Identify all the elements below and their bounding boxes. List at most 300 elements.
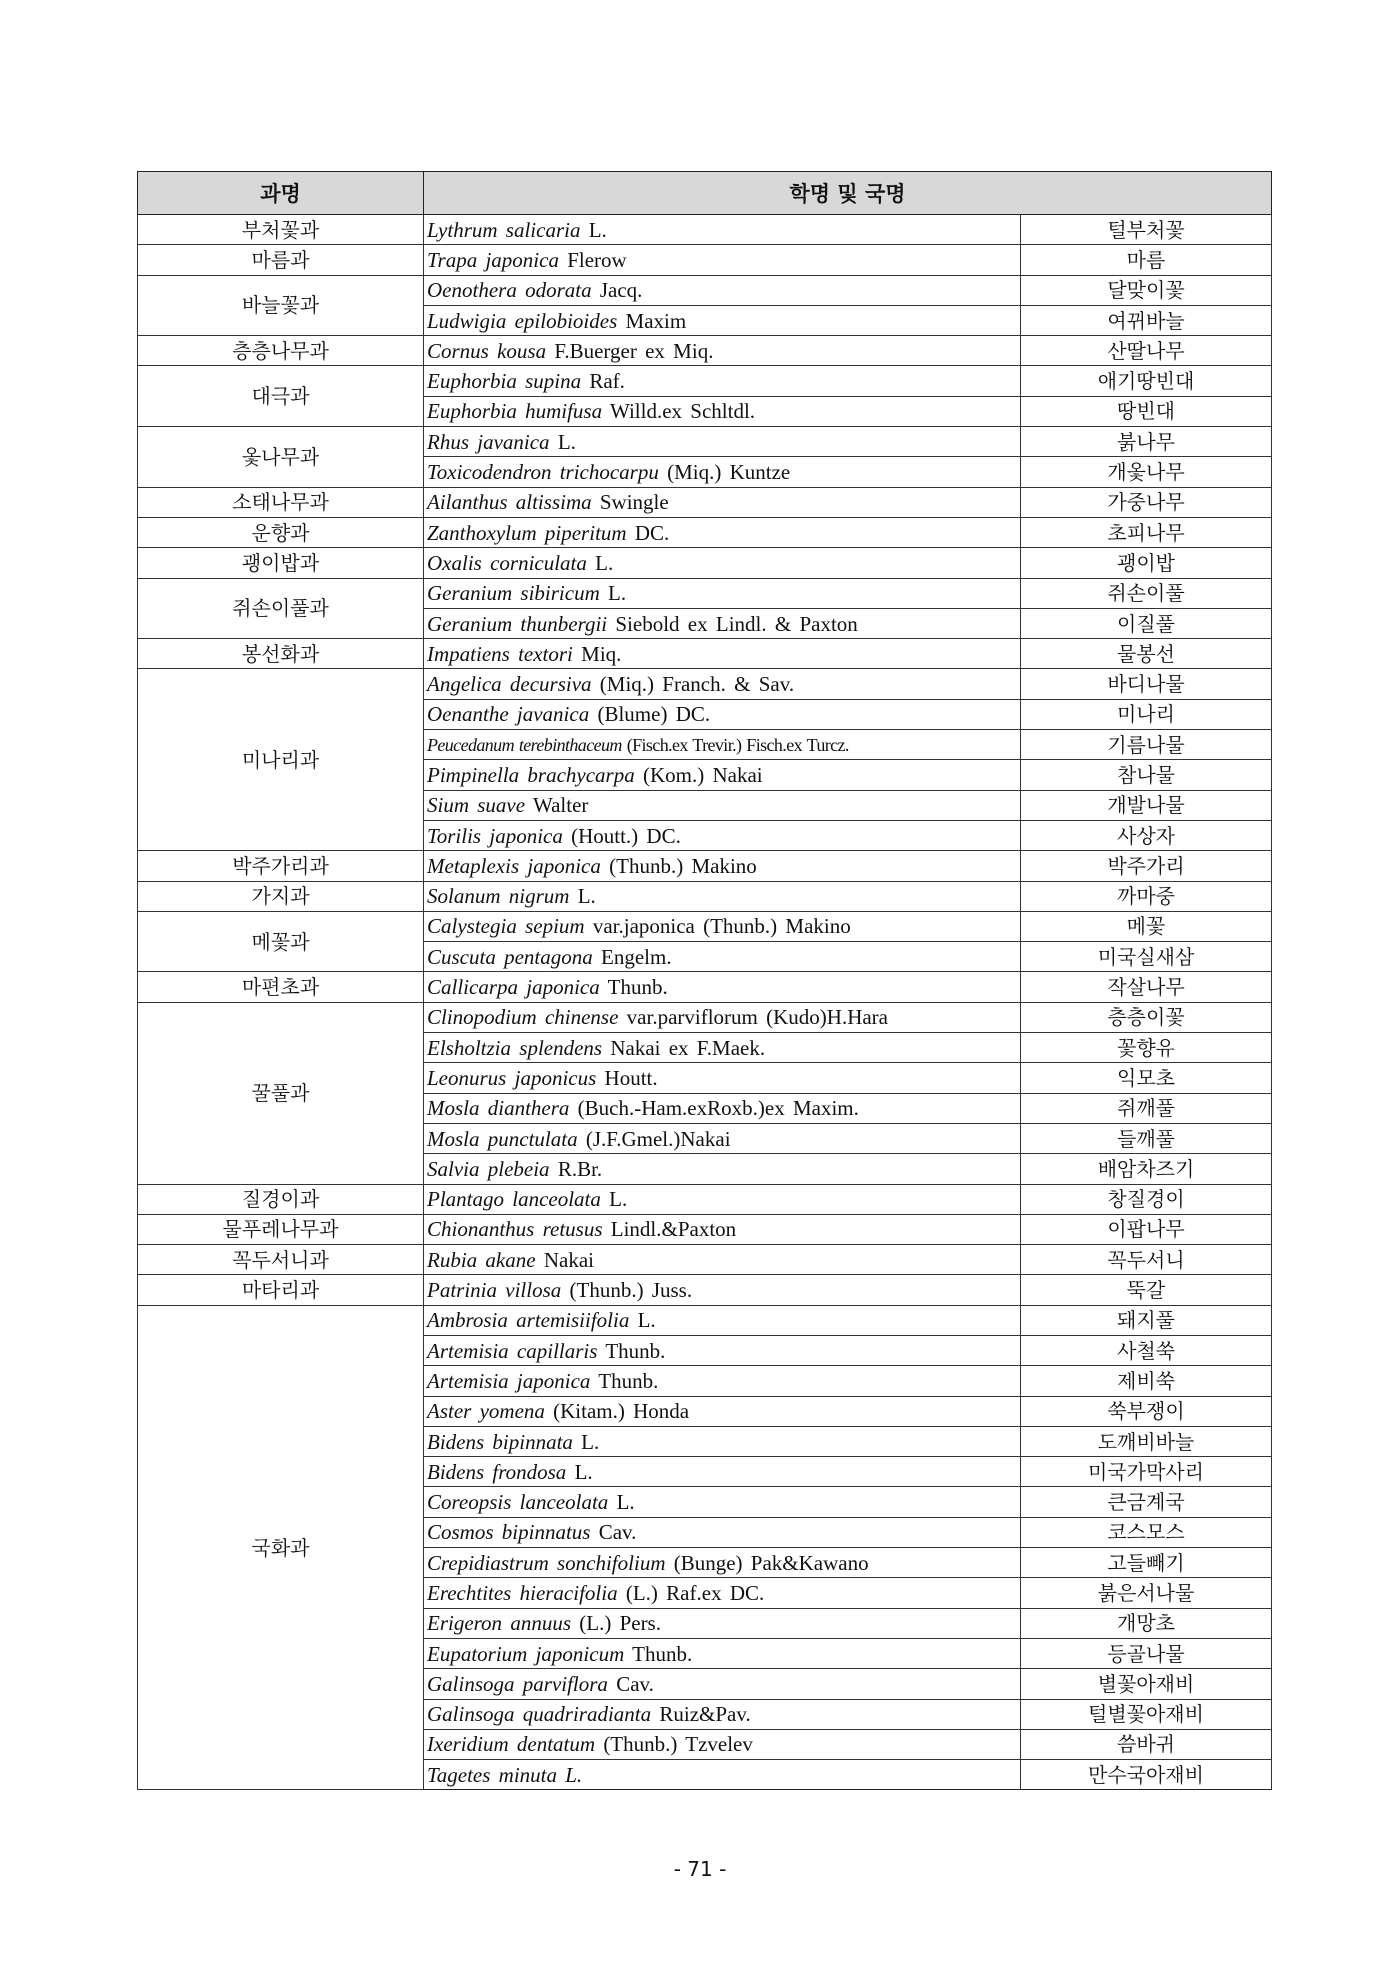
author: L.	[581, 1429, 600, 1454]
scientific-name-cell	[424, 1517, 1021, 1547]
korean-name-cell: 개옻나무	[1021, 457, 1272, 487]
genus: Clinopodium	[427, 1005, 537, 1030]
scientific-name-cell	[424, 1275, 1021, 1305]
genus: Pimpinella	[427, 762, 520, 787]
scientific-name-cell	[424, 396, 1021, 426]
epithet: punctulata	[487, 1126, 578, 1151]
author: Nakai ex F.Maek.	[610, 1035, 766, 1060]
epithet: altissima	[515, 490, 592, 515]
epithet: japonica	[516, 1368, 591, 1393]
scientific-name-cell	[424, 1578, 1021, 1608]
korean-name-cell: 미나리	[1021, 699, 1272, 729]
epithet: piperitum	[544, 520, 627, 545]
epithet: retusus	[542, 1217, 603, 1242]
epithet: trichocarpu	[559, 460, 659, 485]
epithet: lanceolata	[519, 1490, 609, 1515]
scientific-name-cell	[424, 1760, 1021, 1790]
family-name-cell: 운향과	[138, 517, 424, 547]
korean-name-cell: 산딸나무	[1021, 336, 1272, 366]
genus: Cuscuta	[427, 944, 496, 969]
epithet: javanica	[516, 702, 590, 727]
scientific-name-cell	[424, 215, 1021, 245]
epithet: sonchifolium	[556, 1550, 666, 1575]
scientific-name-cell	[424, 578, 1021, 608]
table-row	[138, 517, 1272, 547]
korean-name-cell: 별꽃아재비	[1021, 1669, 1272, 1699]
author: Thunb.	[605, 1338, 666, 1363]
author: Thunb.	[598, 1368, 659, 1393]
scientific-name-cell	[424, 305, 1021, 335]
table-row	[138, 1214, 1272, 1244]
korean-name-cell: 물봉선	[1021, 639, 1272, 669]
genus: Toxicodendron	[427, 460, 552, 485]
korean-name-cell: 이질풀	[1021, 608, 1272, 638]
scientific-name-cell	[424, 942, 1021, 972]
scientific-name-cell	[424, 366, 1021, 396]
author: Swingle	[599, 490, 669, 515]
table-row	[138, 911, 1272, 941]
scientific-name-cell	[424, 1335, 1021, 1365]
genus: Lythrum	[427, 217, 498, 242]
family-name-cell: 질경이과	[138, 1184, 424, 1214]
epithet: japonica	[527, 853, 601, 878]
genus: Artemisia	[427, 1368, 509, 1393]
author: Siebold ex Lindl. & Paxton	[615, 611, 858, 636]
author: (Thunb.) Juss.	[569, 1278, 693, 1303]
author: Houtt.	[604, 1065, 658, 1090]
korean-name-cell: 개발나물	[1021, 790, 1272, 820]
genus: Geranium	[427, 581, 513, 606]
scientific-name-cell	[424, 457, 1021, 487]
genus: Oenothera	[427, 278, 517, 303]
genus: Ambrosia	[427, 1308, 508, 1333]
korean-name-cell: 뚝갈	[1021, 1275, 1272, 1305]
korean-name-cell: 씀바귀	[1021, 1729, 1272, 1759]
genus: Rubia	[427, 1247, 478, 1272]
author: L.	[609, 1187, 628, 1212]
epithet: odorata	[525, 278, 592, 303]
author: (J.F.Gmel.)Nakai	[585, 1126, 731, 1151]
scientific-name-cell	[424, 1457, 1021, 1487]
genus: Plantago	[427, 1187, 504, 1212]
author: (L.) Raf.ex DC.	[625, 1581, 765, 1605]
family-name-cell: 봉선화과	[138, 639, 424, 669]
scientific-name-cell	[424, 639, 1021, 669]
family-name-cell: 마름과	[138, 245, 424, 275]
author: L.	[557, 429, 576, 454]
header-family: 과명	[138, 172, 424, 215]
genus: Geranium	[427, 611, 513, 636]
scientific-name-cell	[424, 1245, 1021, 1275]
epithet: supina	[525, 369, 582, 394]
scientific-name-cell	[424, 1396, 1021, 1426]
family-name-cell: 미나리과	[138, 669, 424, 851]
epithet: villosa	[505, 1278, 562, 1303]
genus: Peucedanum	[427, 734, 514, 755]
family-name-cell: 층층나무과	[138, 336, 424, 366]
genus: Torilis	[427, 823, 482, 848]
epithet: javanica	[477, 429, 550, 454]
genus: Cornus	[427, 338, 489, 363]
genus: Mosla	[427, 1126, 480, 1151]
genus: Galinsoga	[427, 1671, 515, 1696]
scientific-name-cell	[424, 1699, 1021, 1729]
table-row	[138, 1245, 1272, 1275]
scientific-name-cell	[424, 790, 1021, 820]
epithet: japonica	[526, 975, 600, 1000]
table-row	[138, 1184, 1272, 1214]
author: (Thunb.) Tzvelev	[603, 1732, 753, 1757]
epithet: japonicum	[535, 1641, 625, 1666]
author: Cav.	[616, 1671, 654, 1696]
family-name-cell: 바늘꽃과	[138, 275, 424, 336]
epithet: thunbergii	[520, 611, 608, 636]
author: Engelm.	[601, 944, 672, 969]
korean-name-cell: 사상자	[1021, 820, 1272, 850]
family-name-cell: 물푸레나무과	[138, 1214, 424, 1244]
korean-name-cell: 이팝나무	[1021, 1214, 1272, 1244]
scientific-name-cell	[424, 972, 1021, 1002]
epithet: humifusa	[525, 399, 603, 424]
korean-name-cell: 미국가막사리	[1021, 1457, 1272, 1487]
author: Willd.ex Schltdl.	[609, 399, 756, 424]
korean-name-cell: 땅빈대	[1021, 396, 1272, 426]
genus: Solanum	[427, 884, 501, 909]
korean-name-cell: 큰금계국	[1021, 1487, 1272, 1517]
epithet: suave	[477, 793, 526, 818]
genus: Erechtites	[427, 1581, 512, 1605]
epithet: japonica	[485, 247, 559, 272]
epithet: yomena	[479, 1399, 545, 1424]
scientific-name-cell	[424, 1608, 1021, 1638]
genus: Calystegia	[427, 914, 517, 939]
scientific-name-cell	[424, 1729, 1021, 1759]
genus: Cosmos	[427, 1520, 494, 1545]
epithet: decursiva	[509, 672, 592, 697]
scientific-name-cell	[424, 820, 1021, 850]
genus: Euphorbia	[427, 369, 517, 394]
epithet: chinense	[544, 1005, 619, 1030]
genus: Metaplexis	[427, 853, 520, 878]
author: (Miq.) Franch. & Sav.	[599, 672, 795, 697]
author: L.	[616, 1490, 635, 1515]
scientific-name-cell	[424, 911, 1021, 941]
family-name-cell: 쥐손이풀과	[138, 578, 424, 639]
genus: Oxalis	[427, 550, 482, 575]
scientific-name-cell	[424, 245, 1021, 275]
genus: Aster	[427, 1399, 472, 1424]
genus: Angelica	[427, 672, 502, 697]
scientific-name-cell	[424, 1184, 1021, 1214]
genus: Zanthoxylum	[427, 520, 537, 545]
epithet: frondosa	[492, 1459, 567, 1484]
scientific-name-cell	[424, 1548, 1021, 1578]
epithet: pentagona	[504, 944, 593, 969]
table-row	[138, 215, 1272, 245]
family-name-cell: 국화과	[138, 1305, 424, 1790]
author: Lindl.&Paxton	[610, 1217, 737, 1242]
scientific-name-cell	[424, 1002, 1021, 1032]
author: Cav.	[598, 1520, 637, 1545]
korean-name-cell: 등골나물	[1021, 1638, 1272, 1668]
korean-name-cell: 애기땅빈대	[1021, 366, 1272, 396]
author: L.	[637, 1308, 656, 1333]
epithet: terebinthaceum	[518, 734, 622, 755]
author: Walter	[532, 793, 589, 818]
author: (Houtt.) DC.	[571, 823, 681, 848]
korean-name-cell: 쑥부쟁이	[1021, 1396, 1272, 1426]
genus: Tagetes	[427, 1762, 491, 1787]
scientific-name-cell	[424, 336, 1021, 366]
korean-name-cell: 제비쑥	[1021, 1366, 1272, 1396]
korean-name-cell: 도깨비바늘	[1021, 1426, 1272, 1456]
epithet: splendens	[519, 1035, 603, 1060]
table-row	[138, 548, 1272, 578]
scientific-name-cell	[424, 487, 1021, 517]
epithet: sepium	[525, 914, 585, 939]
author: Ruiz&Pav.	[659, 1702, 751, 1727]
epithet: capillaris	[516, 1338, 598, 1363]
scientific-name-cell	[424, 1063, 1021, 1093]
epithet: akane	[485, 1247, 536, 1272]
korean-name-cell: 가중나무	[1021, 487, 1272, 517]
author: Thunb.	[632, 1641, 693, 1666]
author: L.	[608, 581, 627, 606]
table-row	[138, 578, 1272, 608]
page-number: - 71 -	[673, 1857, 727, 1881]
scientific-name-cell	[424, 608, 1021, 638]
scientific-name-cell	[424, 1123, 1021, 1153]
genus: Artemisia	[427, 1338, 509, 1363]
table-row	[138, 639, 1272, 669]
scientific-name-cell	[424, 881, 1021, 911]
family-name-cell: 메꽃과	[138, 911, 424, 972]
author: Maxim	[625, 308, 687, 333]
scientific-name-cell	[424, 1033, 1021, 1063]
epithet: bipinnata	[492, 1429, 573, 1454]
author: L.	[595, 550, 614, 575]
genus: Impatiens	[427, 641, 510, 666]
korean-name-cell: 메꽃	[1021, 911, 1272, 941]
genus: Callicarpa	[427, 975, 519, 1000]
korean-name-cell: 꽃향유	[1021, 1033, 1272, 1063]
genus: Trapa	[427, 247, 478, 272]
epithet: lanceolata	[512, 1187, 601, 1212]
author: (Kom.) Nakai	[642, 762, 763, 787]
korean-name-cell: 미국실새삼	[1021, 942, 1272, 972]
korean-name-cell: 여뀌바늘	[1021, 305, 1272, 335]
author: L.	[565, 1762, 583, 1787]
epithet: brachycarpa	[527, 762, 635, 787]
korean-name-cell: 코스모스	[1021, 1517, 1272, 1547]
epithet: hieracifolia	[519, 1581, 618, 1605]
scientific-name-cell	[424, 275, 1021, 305]
table-row	[138, 487, 1272, 517]
korean-name-cell: 쥐깨풀	[1021, 1093, 1272, 1123]
korean-name-cell: 초피나무	[1021, 517, 1272, 547]
epithet: sibiricum	[520, 581, 600, 606]
author: (Thunb.) Makino	[609, 853, 757, 878]
author: (Kitam.) Honda	[553, 1399, 690, 1424]
scientific-name-cell	[424, 517, 1021, 547]
scientific-name-cell	[424, 1638, 1021, 1668]
family-name-cell: 마타리과	[138, 1275, 424, 1305]
table-row	[138, 881, 1272, 911]
epithet: textori	[518, 641, 573, 666]
korean-name-cell: 익모초	[1021, 1063, 1272, 1093]
korean-name-cell: 붉나무	[1021, 427, 1272, 457]
korean-name-cell: 창질경이	[1021, 1184, 1272, 1214]
korean-name-cell: 꼭두서니	[1021, 1245, 1272, 1275]
epithet: kousa	[497, 338, 547, 363]
genus: Ludwigia	[427, 308, 507, 333]
korean-name-cell: 만수국아재비	[1021, 1760, 1272, 1790]
epithet: bipinnatus	[501, 1520, 591, 1545]
genus: Sium	[427, 793, 469, 818]
author: (Miq.) Kuntze	[667, 460, 791, 485]
author: Thunb.	[607, 975, 668, 1000]
table-row	[138, 427, 1272, 457]
author: Raf.	[589, 369, 625, 394]
korean-name-cell: 돼지풀	[1021, 1305, 1272, 1335]
korean-name-cell: 까마중	[1021, 881, 1272, 911]
author: (Buch.-Ham.exRoxb.)ex Maxim.	[577, 1096, 859, 1121]
author: Nakai	[543, 1247, 594, 1272]
table-row	[138, 1002, 1272, 1032]
genus: Euphorbia	[427, 399, 517, 424]
author: Jacq.	[599, 278, 643, 303]
plant-species-table	[137, 171, 1272, 1790]
scientific-name-cell	[424, 730, 1021, 760]
scientific-name-cell	[424, 427, 1021, 457]
family-name-cell: 옻나무과	[138, 427, 424, 488]
author: (Bunge) Pak&Kawano	[673, 1550, 869, 1575]
epithet: dentatum	[516, 1732, 596, 1757]
author: R.Br.	[557, 1156, 603, 1181]
table-body	[138, 215, 1272, 1790]
table-row	[138, 1305, 1272, 1335]
genus: Elsholtzia	[427, 1035, 512, 1060]
scientific-name-cell	[424, 699, 1021, 729]
table-header-row	[138, 172, 1272, 215]
korean-name-cell: 털부처꽃	[1021, 215, 1272, 245]
author: Miq.	[581, 641, 622, 666]
author: L.	[588, 217, 607, 242]
family-name-cell: 꼭두서니과	[138, 1245, 424, 1275]
header-scientific-korean-name: 학명 및 국명	[424, 172, 1272, 215]
korean-name-cell: 붉은서나물	[1021, 1578, 1272, 1608]
genus: Leonurus	[427, 1065, 507, 1090]
epithet: parviflora	[522, 1671, 608, 1696]
author: Flerow	[567, 247, 627, 272]
korean-name-cell: 배암차즈기	[1021, 1154, 1272, 1184]
korean-name-cell: 참나물	[1021, 760, 1272, 790]
author: (L.) Pers.	[579, 1611, 661, 1636]
genus: Crepidiastrum	[427, 1550, 549, 1575]
genus: Ailanthus	[427, 490, 508, 515]
table-row	[138, 336, 1272, 366]
scientific-name-cell	[424, 1305, 1021, 1335]
epithet: artemisiifolia	[516, 1308, 630, 1333]
author: (Blume) DC.	[597, 702, 711, 727]
korean-name-cell: 고들빼기	[1021, 1548, 1272, 1578]
epithet: annuus	[510, 1611, 571, 1636]
epithet: dianthera	[487, 1096, 570, 1121]
korean-name-cell: 털별꽃아재비	[1021, 1699, 1272, 1729]
table-row	[138, 851, 1272, 881]
author: DC.	[634, 520, 670, 545]
korean-name-cell: 달맞이꽃	[1021, 275, 1272, 305]
epithet: salicaria	[505, 217, 581, 242]
table-row	[138, 245, 1272, 275]
korean-name-cell: 쥐손이풀	[1021, 578, 1272, 608]
scientific-name-cell	[424, 1366, 1021, 1396]
genus: Coreopsis	[427, 1490, 512, 1515]
genus: Mosla	[427, 1096, 480, 1121]
genus: Galinsoga	[427, 1702, 515, 1727]
scientific-name-cell	[424, 851, 1021, 881]
genus: Salvia	[427, 1156, 480, 1181]
scientific-name-cell	[424, 669, 1021, 699]
korean-name-cell: 마름	[1021, 245, 1272, 275]
scientific-name-cell	[424, 1154, 1021, 1184]
korean-name-cell: 층층이꽃	[1021, 1002, 1272, 1032]
epithet: japonica	[489, 823, 563, 848]
genus: Rhus	[427, 429, 469, 454]
scientific-name-cell	[424, 1214, 1021, 1244]
genus: Eupatorium	[427, 1641, 528, 1666]
epithet: japonicus	[514, 1065, 597, 1090]
author: F.Buerger ex Miq.	[554, 338, 714, 363]
table-row	[138, 1275, 1272, 1305]
scientific-name-cell	[424, 548, 1021, 578]
table-row	[138, 972, 1272, 1002]
genus: Bidens	[427, 1429, 485, 1454]
scientific-name-cell	[424, 1669, 1021, 1699]
genus: Bidens	[427, 1459, 485, 1484]
table-row	[138, 275, 1272, 305]
korean-name-cell: 바디나물	[1021, 669, 1272, 699]
table-row	[138, 366, 1272, 396]
genus: Oenanthe	[427, 702, 509, 727]
korean-name-cell: 개망초	[1021, 1608, 1272, 1638]
epithet: corniculata	[490, 550, 587, 575]
epithet: quadriradianta	[522, 1702, 652, 1727]
table-row	[138, 669, 1272, 699]
scientific-name-cell	[424, 1487, 1021, 1517]
author: var.parviflorum (Kudo)H.Hara	[626, 1005, 888, 1030]
scientific-name-cell	[424, 1093, 1021, 1123]
genus: Ixeridium	[427, 1732, 509, 1757]
genus: Patrinia	[427, 1278, 498, 1303]
family-name-cell: 꿀풀과	[138, 1002, 424, 1184]
epithet: minuta	[498, 1762, 557, 1787]
epithet: plebeia	[487, 1156, 550, 1181]
korean-name-cell: 박주가리	[1021, 851, 1272, 881]
family-name-cell: 박주가리과	[138, 851, 424, 881]
korean-name-cell: 들깨풀	[1021, 1123, 1272, 1153]
family-name-cell: 가지과	[138, 881, 424, 911]
epithet: epilobioides	[514, 308, 618, 333]
epithet: nigrum	[508, 884, 570, 909]
korean-name-cell: 괭이밥	[1021, 548, 1272, 578]
family-name-cell: 부처꽃과	[138, 215, 424, 245]
family-name-cell: 대극과	[138, 366, 424, 427]
korean-name-cell: 작살나무	[1021, 972, 1272, 1002]
author: var.japonica (Thunb.) Makino	[592, 914, 851, 939]
family-name-cell: 마편초과	[138, 972, 424, 1002]
scientific-name-cell	[424, 1426, 1021, 1456]
